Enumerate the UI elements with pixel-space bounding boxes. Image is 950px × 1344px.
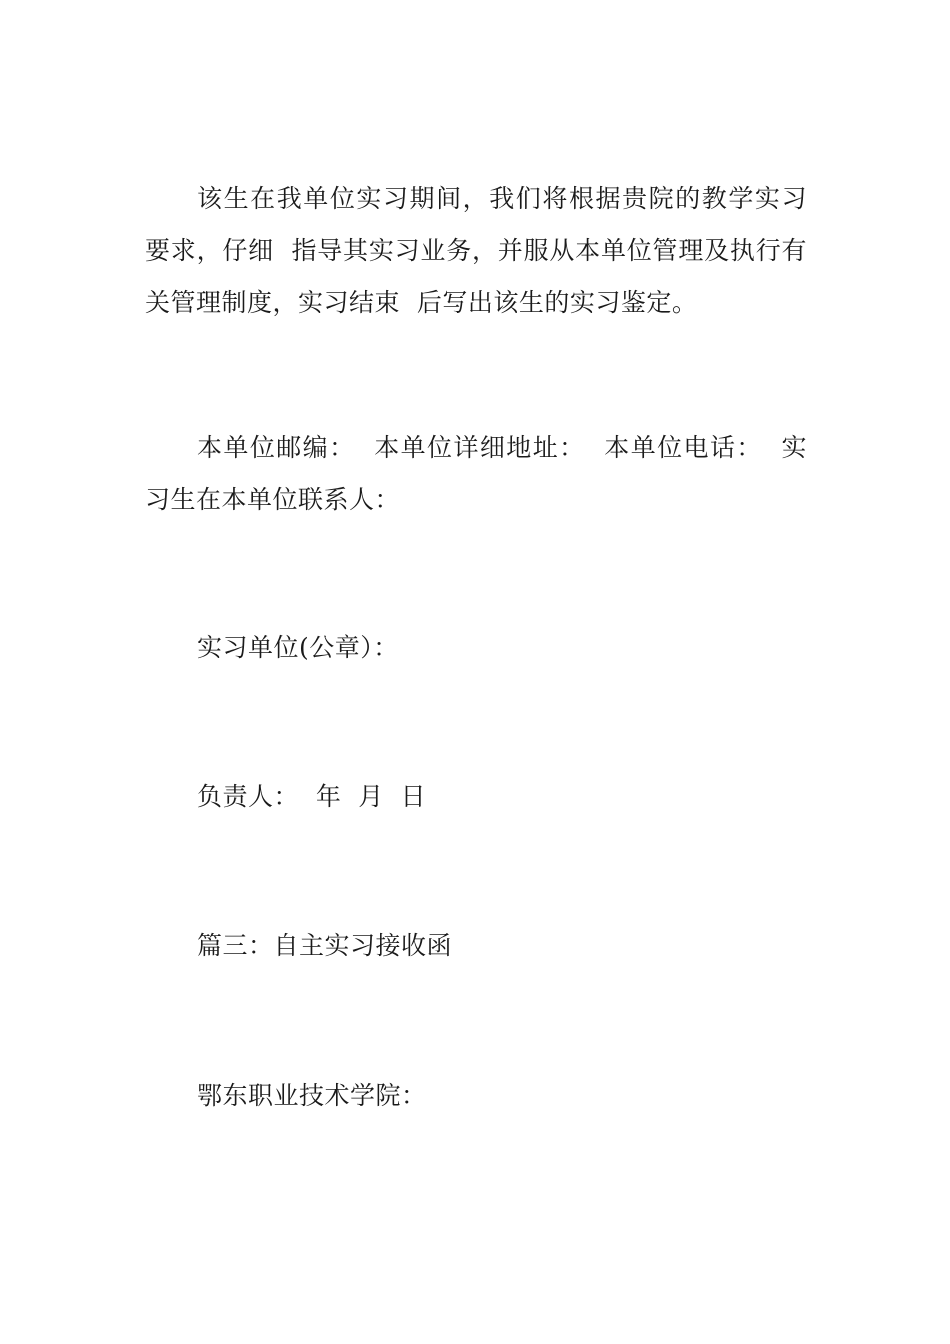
paragraph-unit-seal: 实习单位(公章）： (197, 633, 399, 662)
letter-salutation: 鄂东职业技术学院： (197, 1081, 427, 1110)
paragraph-internship-commitment: 该生在我单位实习期间，我们将根据贵院的教学实习要求，仔细 指导其实习业务，并服从本单位管理及执行有关管理制度，实习结束 后写出该生的实习鉴定。 (145, 184, 807, 317)
paragraph-unit-contact-info: 本单位邮编： 本单位详细地址： 本单位电话： 实习生在本单位联系人： (145, 433, 807, 514)
paragraph-responsible-person-date: 负责人： 年 月 日 (197, 782, 427, 811)
section-heading: 篇三：自主实习接收函 (197, 931, 453, 960)
